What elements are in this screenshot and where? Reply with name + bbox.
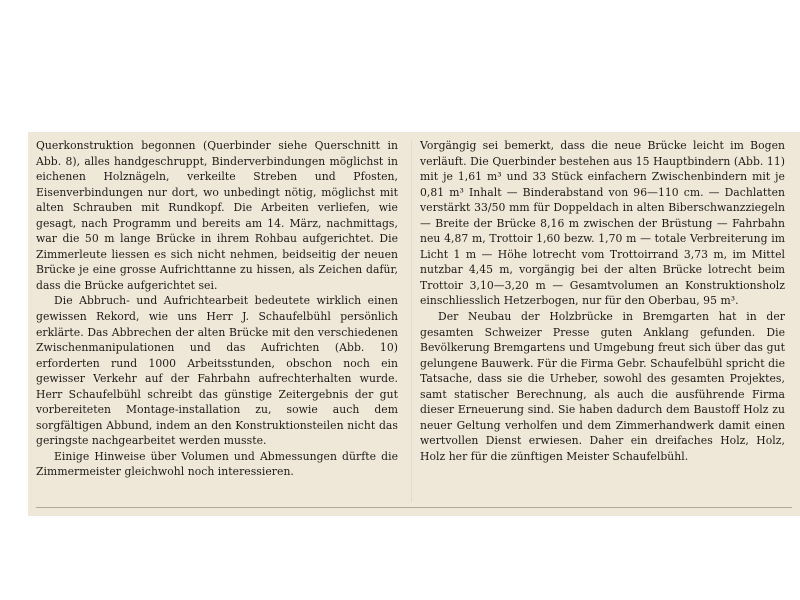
scanned-page — [28, 132, 800, 516]
paragraph-left-3: Einige Hinweise über Volumen und Abmessungen dürfte die Zimmermeister gleichwohl noch interessieren. — [36, 449, 398, 479]
paragraph-right-2: Der Neubau der Holzbrücke in Bremgarten hat in der gesamten Schweizer Presse guten Anklang gefunden. Die Bevölkerung Bremgartens und Umgebung freut sich über das gut gelungene Bauwerk. Für die Firma Gebr. Schaufelbühl spricht die Tatsache, dass sie die Urheber, sowohl des gesamten Projektes, samt statischer Berechnung, als auch die ausführende Firma dieser Erneuerung sind. Sie haben dadurch dem Baustoff Holz zu neuer Geltung verholfen und dem Zimmerhandwerk damit einen wertvollen Dienst erwiesen. Daher ein dreifaches Holz, Holz, Holz her für die zünftigen Meister Schaufelbühl. — [420, 310, 785, 463]
right-text-column — [420, 138, 785, 464]
column-gutter — [411, 140, 412, 502]
bottom-rule — [36, 507, 792, 508]
paragraph-left-2: Die Abbruch- und Aufrichtearbeit bedeutete wirklich einen gewissen Rekord, wie uns Herr J. Schaufelbühl persönlich erklärte. Das Abbrechen der alten Brücke mit den verschiedenen Zwischenmanipulationen und das Aufrichten (Abb. 10) erforderten rund 1000 Arbeitsstunden, obschon noch ein gewisser Verkehr auf der Fahrbahn aufrechterhalten wurde. Herr Schaufelbühl schreibt das günstige Zeitergebnis der gut vorbereiteten Montage-installation zu, sowie auch dem sorgfältigen Abbund, indem an den Konstruktionsteilen nicht das geringste nachgearbeitet werden musste. — [36, 294, 398, 448]
paragraph-left-1: Querkonstruktion begonnen (Querbinder siehe Querschnitt in Abb. 8), alles handgeschruppt, Binderverbindungen möglichst in eichenen Holznägeln, verkeilte Streben und Pfosten, Eisenverbindungen nur dort, wo unbedingt nötig, möglichst mit alten Schrauben mit Rundkopf. Die Arbeiten verliefen, wie gesagt, nach Programm und bereits am 14. März, nachmittags, war die 50 m lange Brücke in ihrem Rohbau aufgerichtet. Die Zimmerleute liessen es sich nicht nehmen, beidseitig der neuen Brücke je eine grosse Aufrichttanne zu hissen, als Zeichen dafür, dass die Brücke aufgerichtet sei. — [36, 139, 398, 292]
left-text-column — [36, 138, 398, 480]
paragraph-right-1: Vorgängig sei bemerkt, dass die neue Brücke leicht im Bogen verläuft. Die Querbinder bestehen aus 15 Hauptbindern (Abb. 11) mit je 1,61 m³ und 33 Stück einfachern Zwischenbindern mit je 0,81 m³ Inhalt — Binderabstand von 96—110 cm. — Dachlatten verstärkt 33/50 mm für Doppeldach in alten Biberschwanzziegeln — Breite der Brücke 8,16 m zwischen der Brüstung — Fahrbahn neu 4,87 m, Trottoir 1,60 bezw. 1,70 m — totale Verbreiterung im Licht 1 m — Höhe lotrecht vom Trottoirrand 3,73 m, im Mittel nutzbar 4,45 m, vorgängig bei der alten Brücke lotrecht beim Trottoir 3,10—3,20 m — Gesamtvolumen an Konstruktionsholz einschliesslich Hetzerbogen, nur für den Oberbau, 95 m³. — [420, 139, 785, 308]
